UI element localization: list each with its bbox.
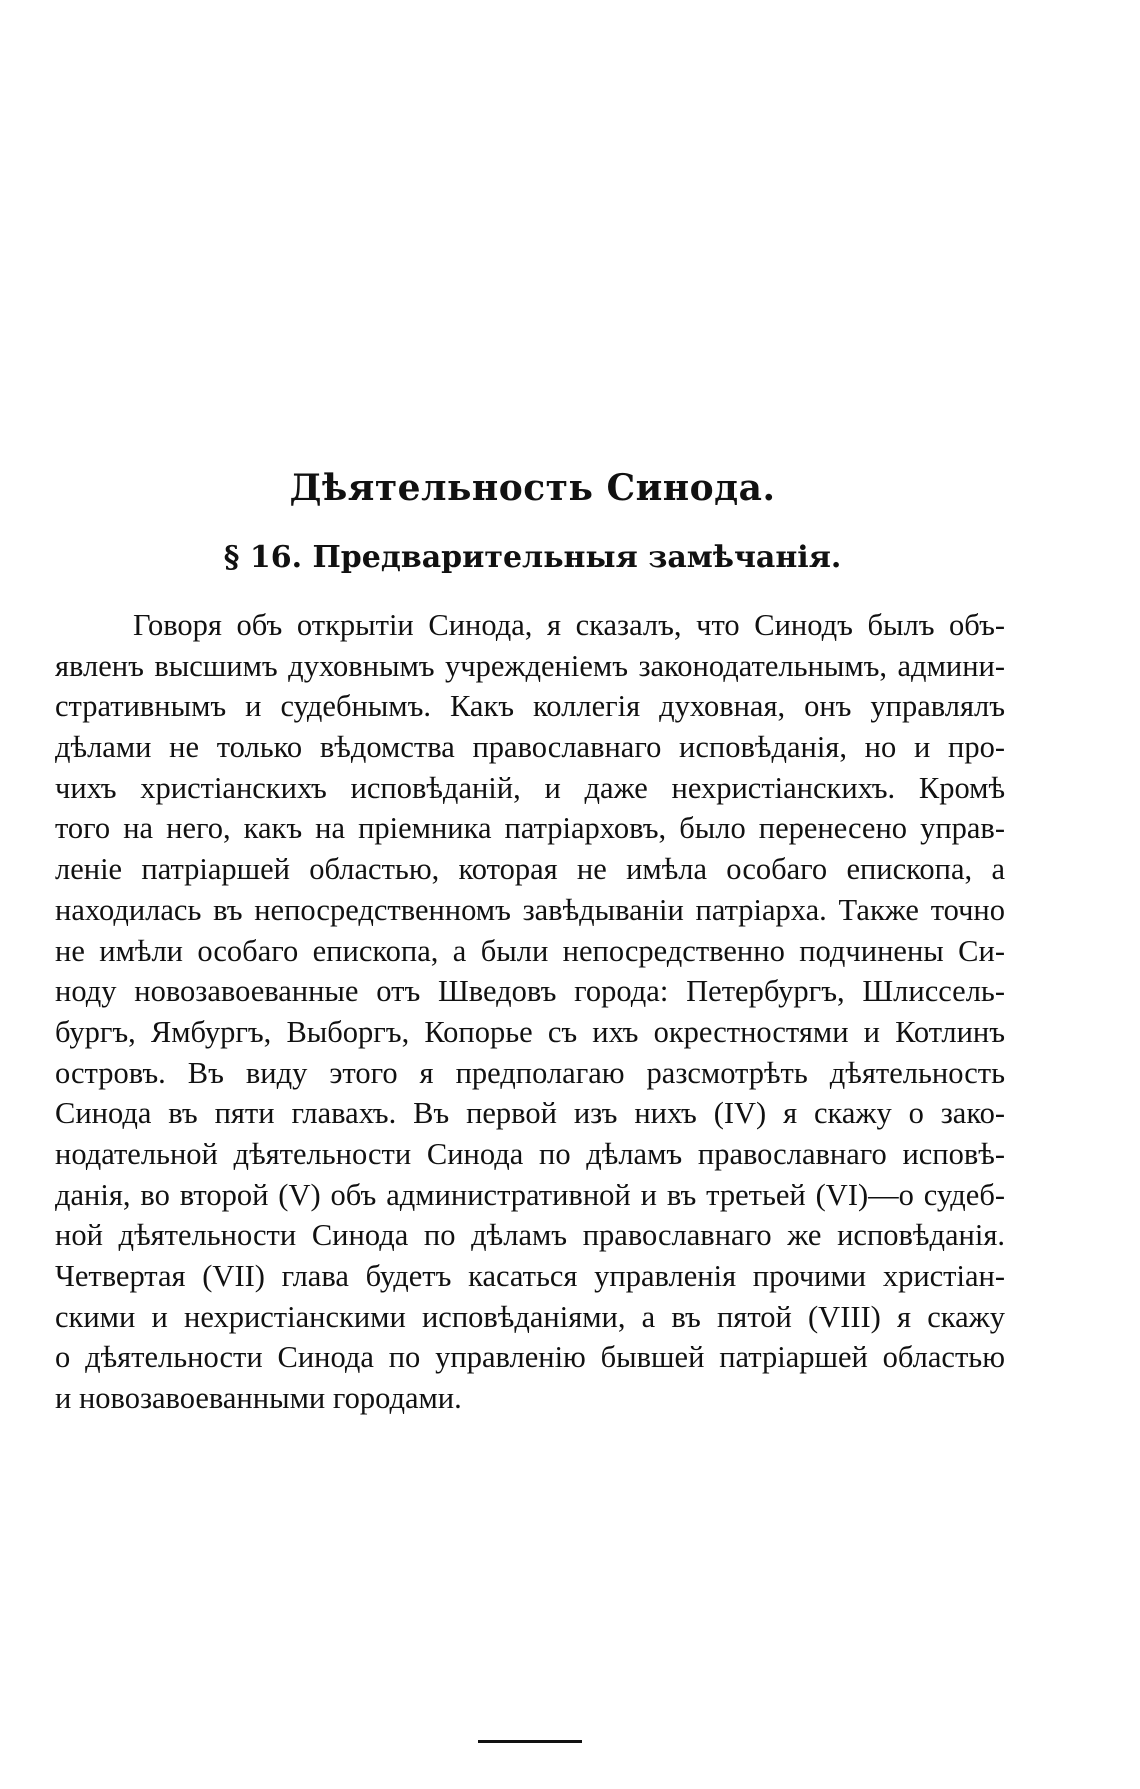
paragraph-line: чихъ христіанскихъ исповѣданій, и даже нехристіанскихъ. Кромѣ [55,770,1005,805]
paragraph-line: находилась въ непосредственномъ завѣдываніи патріарха. Также точно [55,892,1005,927]
paragraph-line: Четвертая (VII) глава будетъ касаться управленія прочими христіан- [55,1259,1005,1293]
paragraph-line: стративнымъ и судебнымъ. Какъ коллегія духовная, онъ управлялъ [55,689,1005,724]
paragraph-line: дѣлами не только вѣдомства православнаго исповѣданія, но и про- [55,730,1005,765]
body-paragraph [55,605,1005,1419]
paragraph-line: скими и нехристіанскими исповѣданіями, а въ пятой (VIII) я скажу [55,1299,1005,1334]
paragraph-line: и новозавоеванными городами. [55,1381,462,1416]
paragraph-line: о дѣятельности Синода по управленію бывшей патріаршей областью [55,1340,1005,1375]
paragraph-line: не имѣли особаго епископа, а были непосредственно подчинены Си- [55,933,1005,968]
paragraph-line: островъ. Въ виду этого я предполагаю разсмотрѣть дѣятельность [55,1055,1005,1090]
end-rule [478,1740,582,1743]
paragraph-line: ноду новозавоеванные отъ Шведовъ города: Петербургъ, Шлиссель- [55,974,1005,1009]
paragraph-line: ной дѣятельности Синода по дѣламъ православнаго же исповѣданія. [55,1218,1005,1253]
paragraph-line: данія, во второй (V) объ административной и въ третьей (VI)—о судеб- [55,1177,1005,1212]
paragraph-line: леніе патріаршей областью, которая не имѣла особаго епископа, а [55,852,1005,887]
chapter-title: Дѣятельность Синода. [289,467,776,509]
paragraph-line: явленъ высшимъ духовнымъ учрежденіемъ законодательнымъ, админи- [55,648,1005,683]
paragraph-line: Синода въ пяти главахъ. Въ первой изъ нихъ (IV) я скажу о зако- [55,1096,1005,1131]
paragraph-line: Говоря объ открытіи Синода, я сказалъ, что Синодъ былъ объ- [133,608,1005,642]
paragraph-line: бургъ, Ямбургъ, Выборгъ, Копорье съ ихъ окрестностями и Котлинъ [55,1014,1005,1049]
paragraph-line: того на него, какъ на пріемника патріарховъ, было перенесено управ- [55,811,1005,846]
paragraph-line: нодательной дѣятельности Синода по дѣламъ православнаго исповѣ- [55,1136,1005,1171]
section-title: § 16. Предварительныя замѣчанія. [223,540,842,575]
